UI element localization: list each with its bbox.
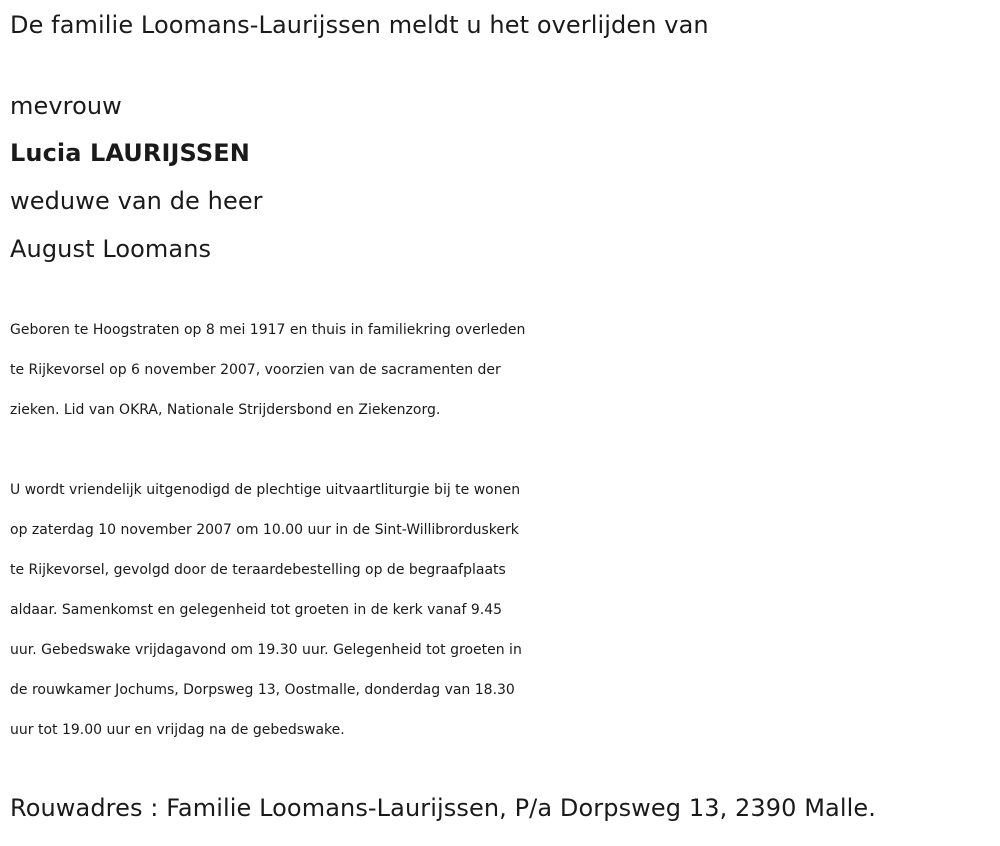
deceased-name: Lucia LAURIJSSEN: [10, 139, 250, 167]
birth-death-line: Geboren te Hoogstraten op 8 mei 1917 en thuis in familiekring overleden: [10, 322, 526, 338]
birth-death-line: zieken. Lid van OKRA, Nationale Strijdersbond en Ziekenzorg.: [10, 402, 441, 418]
funeral-line: uur tot 19.00 uur en vrijdag na de gebedswake.: [10, 722, 345, 738]
funeral-line: te Rijkevorsel, gevolgd door de teraardebestelling op de begraafplaats: [10, 562, 506, 578]
birth-death-paragraph: [10, 310, 995, 430]
mourning-address: Rouwadres : Familie Loomans-Laurijssen, P/a Dorpsweg 13, 2390 Malle.: [10, 794, 876, 822]
funeral-line: U wordt vriendelijk uitgenodigd de plechtige uitvaartliturgie bij te wonen: [10, 482, 521, 498]
funeral-line: uur. Gebedswake vrijdagavond om 19.30 uur. Gelegenheid tot groeten in: [10, 642, 522, 658]
spouse-name: August Loomans: [10, 235, 212, 263]
birth-death-line: te Rijkevorsel op 6 november 2007, voorzien van de sacramenten der: [10, 362, 501, 378]
funeral-line: op zaterdag 10 november 2007 om 10.00 uur in de Sint-Willibrorduskerk: [10, 522, 519, 538]
title-text: mevrouw: [10, 92, 122, 120]
funeral-line: aldaar. Samenkomst en gelegenheid tot groeten in de kerk vanaf 9.45: [10, 602, 503, 618]
funeral-line: de rouwkamer Jochums, Dorpsweg 13, Oostmalle, donderdag van 18.30: [10, 682, 515, 698]
relation-text: weduwe van de heer: [10, 187, 263, 215]
intro-text: De familie Loomans-Laurijssen meldt u het overlijden van: [10, 11, 709, 39]
funeral-paragraph: [10, 470, 995, 750]
